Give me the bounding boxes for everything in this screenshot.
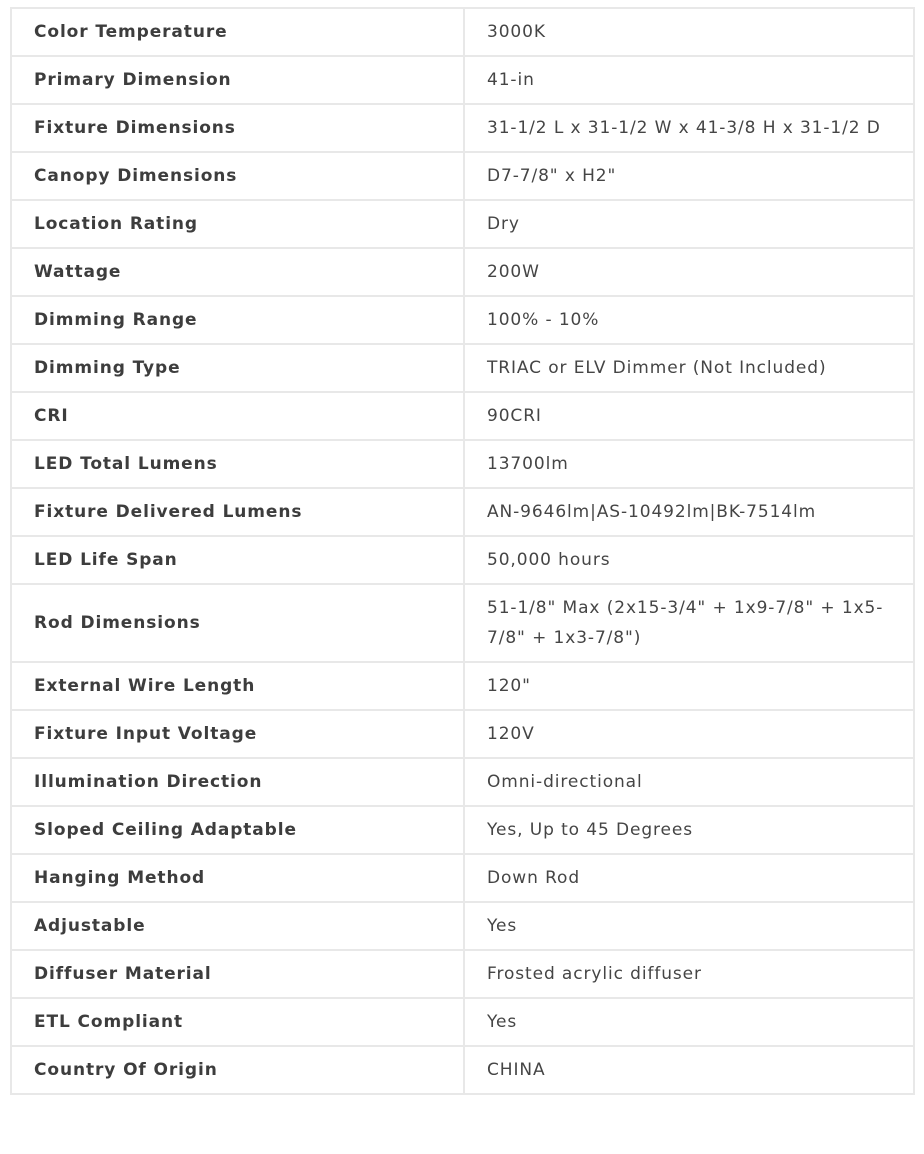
spec-row	[11, 584, 914, 662]
spec-value: Frosted acrylic diffuser	[464, 950, 914, 998]
spec-value: Yes	[464, 902, 914, 950]
spec-label: Fixture Delivered Lumens	[11, 488, 464, 536]
spec-row	[11, 758, 914, 806]
spec-label: Color Temperature	[11, 8, 464, 56]
spec-row	[11, 104, 914, 152]
spec-label: Country Of Origin	[11, 1046, 464, 1094]
spec-row	[11, 950, 914, 998]
spec-value: 120"	[464, 662, 914, 710]
spec-row	[11, 440, 914, 488]
spec-value: 100% - 10%	[464, 296, 914, 344]
spec-row	[11, 536, 914, 584]
spec-row	[11, 488, 914, 536]
spec-row	[11, 296, 914, 344]
spec-label: Canopy Dimensions	[11, 152, 464, 200]
spec-label: Dimming Range	[11, 296, 464, 344]
spec-value: 200W	[464, 248, 914, 296]
spec-row	[11, 998, 914, 1046]
spec-value: D7-7/8" x H2"	[464, 152, 914, 200]
spec-value: 50,000 hours	[464, 536, 914, 584]
spec-value: 120V	[464, 710, 914, 758]
spec-row	[11, 200, 914, 248]
spec-value: 31-1/2 L x 31-1/2 W x 41-3/8 H x 31-1/2 D	[464, 104, 914, 152]
spec-label: ETL Compliant	[11, 998, 464, 1046]
spec-label: External Wire Length	[11, 662, 464, 710]
spec-label: CRI	[11, 392, 464, 440]
specifications-table	[10, 7, 915, 1095]
spec-row	[11, 248, 914, 296]
spec-row	[11, 1046, 914, 1094]
spec-value: Down Rod	[464, 854, 914, 902]
spec-label: Adjustable	[11, 902, 464, 950]
spec-value: Yes, Up to 45 Degrees	[464, 806, 914, 854]
spec-row	[11, 662, 914, 710]
spec-value: 51-1/8" Max (2x15-3/4" + 1x9-7/8" + 1x5-7/8" + 1x3-7/8")	[464, 584, 914, 662]
spec-label: Fixture Input Voltage	[11, 710, 464, 758]
spec-value: Dry	[464, 200, 914, 248]
spec-value: 13700lm	[464, 440, 914, 488]
spec-label: Hanging Method	[11, 854, 464, 902]
spec-label: LED Total Lumens	[11, 440, 464, 488]
spec-row	[11, 8, 914, 56]
spec-label: Sloped Ceiling Adaptable	[11, 806, 464, 854]
spec-row	[11, 152, 914, 200]
spec-value: Yes	[464, 998, 914, 1046]
spec-value: 3000K	[464, 8, 914, 56]
spec-value: 90CRI	[464, 392, 914, 440]
spec-label: Primary Dimension	[11, 56, 464, 104]
spec-value: 41-in	[464, 56, 914, 104]
spec-label: Diffuser Material	[11, 950, 464, 998]
spec-row	[11, 854, 914, 902]
spec-value: CHINA	[464, 1046, 914, 1094]
spec-label: Illumination Direction	[11, 758, 464, 806]
spec-label: Dimming Type	[11, 344, 464, 392]
spec-row	[11, 806, 914, 854]
spec-value: AN-9646lm|AS-10492lm|BK-7514lm	[464, 488, 914, 536]
spec-label: Location Rating	[11, 200, 464, 248]
spec-row	[11, 902, 914, 950]
spec-value: TRIAC or ELV Dimmer (Not Included)	[464, 344, 914, 392]
spec-row	[11, 344, 914, 392]
spec-label: Fixture Dimensions	[11, 104, 464, 152]
spec-label: Rod Dimensions	[11, 584, 464, 662]
spec-row	[11, 392, 914, 440]
spec-label: LED Life Span	[11, 536, 464, 584]
spec-row	[11, 56, 914, 104]
spec-label: Wattage	[11, 248, 464, 296]
spec-row	[11, 710, 914, 758]
spec-value: Omni-directional	[464, 758, 914, 806]
